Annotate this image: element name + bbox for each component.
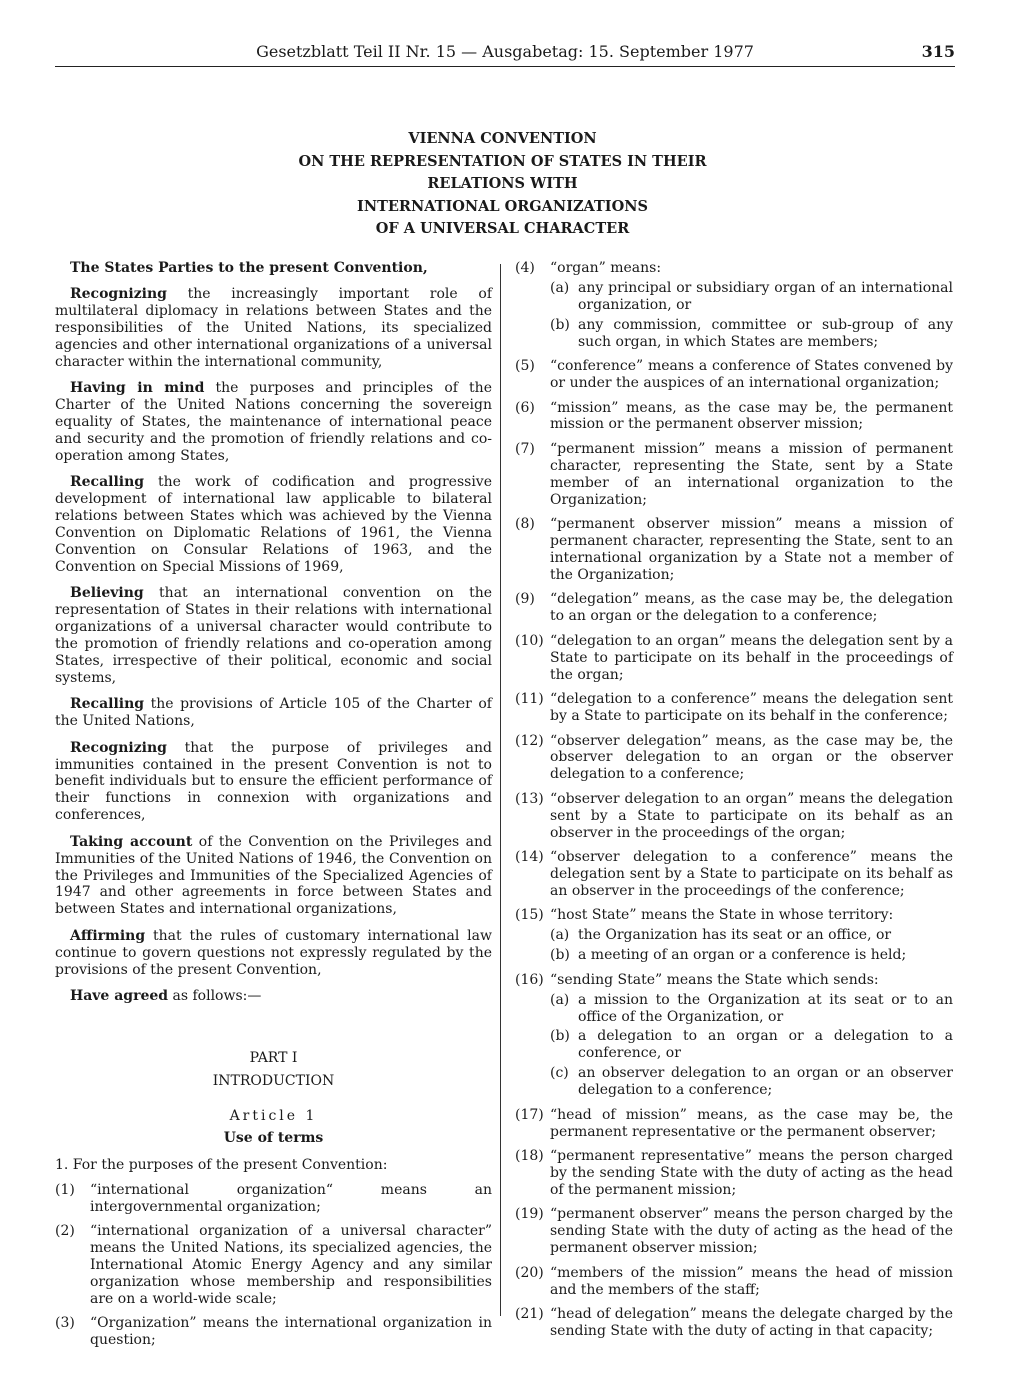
title-line: INTERNATIONAL ORGANIZATIONS: [357, 197, 648, 215]
preamble-text: the increasingly important role of multilateral diplomacy in relations between States and the responsibilities of the United Nations, its specialized agencies and other international organizations of a universal character within the international community,: [55, 286, 492, 371]
term-text: “delegation” means, as the case may be, the delegation to an organ or the delegation to a conference;: [550, 591, 953, 625]
term-subitem: [550, 280, 953, 314]
part-title: INTRODUCTION: [212, 1073, 335, 1090]
preamble-lead: Taking account: [70, 833, 193, 850]
term-number: (16): [515, 971, 544, 988]
term-item: [515, 1206, 953, 1257]
page-header: [55, 40, 955, 66]
term-body: [550, 516, 953, 584]
header-rule: [55, 66, 955, 67]
preamble-lead: Recalling: [70, 696, 145, 713]
term-item: [515, 591, 953, 625]
preamble-paragraph: [55, 696, 492, 730]
subitem-text: the Organization has its seat or an office, or: [578, 927, 892, 944]
term-text: “international organization“ means an intergovernmental organization;: [90, 1181, 492, 1215]
subitem-label: (b): [550, 1028, 570, 1045]
preamble-text: as follows:—: [168, 987, 262, 1004]
preamble-paragraph: [55, 988, 492, 1005]
term-number: (12): [515, 732, 544, 749]
preamble-text: that an international convention on the representation of States in their relations with international organizations of a universal character would contribute to the promotion of friendly relations and co-operation among States, irrespective of their political, economic and social systems,: [55, 585, 492, 686]
preamble-lead: Recognizing: [70, 739, 167, 756]
term-body: [550, 591, 953, 625]
term-body: [550, 691, 953, 725]
term-text: “observer delegation to a conference” means the delegation sent by a State to participate on its behalf as an observer in the proceedings of the conference;: [550, 849, 953, 899]
column-divider: [500, 264, 501, 1316]
page-number: 315: [921, 42, 955, 61]
term-item: [55, 1223, 492, 1308]
preamble-text: the purposes and principles of the Charter of the United Nations concerning the sovereign equality of States, the maintenance of international peace and security and the promotion of friendly relations and co-operation among States,: [55, 380, 492, 465]
term-number: (13): [515, 790, 544, 807]
term-item: [55, 1315, 492, 1349]
title-line: OF A UNIVERSAL CHARACTER: [375, 220, 630, 237]
term-number: (19): [515, 1206, 544, 1223]
preamble: [55, 286, 492, 1004]
preamble-text: the work of codification and progressive development of international law applicable to bilateral relations between States which was achieved by the Vienna Convention on Diplomatic Relations of 1961, the Vienna Convention on Consular Relations of 1963, and the Convention on Special Missions of 1969,: [55, 474, 492, 575]
subitem-label: (b): [550, 947, 570, 964]
title-line: VIENNA CONVENTION: [408, 130, 597, 147]
right-column: [515, 260, 953, 1348]
term-list: [55, 1182, 492, 1349]
subitem-text: a delegation to an organ or a delegation to a conference, or: [578, 1028, 953, 1062]
term-item: [515, 691, 953, 725]
term-list: [515, 260, 953, 1340]
term-body: [550, 1306, 953, 1340]
term-body: [550, 907, 953, 964]
term-body: [550, 849, 953, 900]
term-text: “delegation to a conference” means the delegation sent by a State to participate on its behalf in the conference;: [550, 691, 953, 724]
term-body: [550, 1148, 953, 1199]
preamble-paragraph: [55, 286, 492, 371]
term-number: (17): [515, 1106, 544, 1123]
preamble-opening: The States Parties to the present Convention,: [70, 260, 428, 276]
term-number: (7): [515, 440, 535, 457]
term-body: [550, 260, 953, 351]
term-body: [550, 358, 953, 392]
subitem-text: any principal or subsidiary organ of an international organization, or: [578, 279, 953, 313]
subitem-text: any commission, committee or sub-group of any such organ, in which States are members;: [578, 316, 953, 350]
term-body: [550, 733, 953, 784]
term-number: (4): [515, 260, 535, 276]
subitem-label: (b): [550, 316, 570, 333]
part-label: PART I: [249, 1050, 298, 1067]
term-number: (10): [515, 632, 544, 649]
term-number: (20): [515, 1264, 544, 1281]
term-body: [550, 441, 953, 509]
term-item: [515, 400, 953, 434]
term-number: (15): [515, 907, 544, 924]
title-line: ON THE REPRESENTATION OF STATES IN THEIR: [298, 152, 707, 170]
subitem-text: a mission to the Organization at its seat or to an office of the Organization, or: [578, 991, 953, 1025]
preamble-lead: Recognizing: [70, 286, 167, 303]
term-text: “observer delegation” means, as the case may be, the observer delegation to an organ or the observer delegation to a conference;: [550, 732, 953, 783]
term-item: [515, 1107, 953, 1141]
term-number: (14): [515, 849, 544, 866]
term-item: [515, 441, 953, 509]
preamble-paragraph: [55, 474, 492, 575]
term-body: [90, 1182, 492, 1216]
term-number: (9): [515, 591, 535, 608]
term-number: (8): [515, 516, 535, 533]
preamble-text: that the purpose of privileges and immunities contained in the present Convention is not to benefit individuals but to ensure the efficient performance of their functions in connexion with organizations and conferences,: [55, 739, 492, 824]
term-number: (2): [55, 1223, 75, 1240]
subitem-label: (c): [550, 1065, 569, 1082]
term-body: [550, 633, 953, 684]
term-number: (21): [515, 1306, 544, 1323]
term-text: “host State” means the State in whose territory:: [550, 907, 894, 924]
term-number: (11): [515, 691, 544, 708]
term-item: [515, 1306, 953, 1340]
term-text: “permanent observer” means the person charged by the sending State with the duty of acting as the head of the permanent observer mission;: [550, 1206, 953, 1257]
gazette-title: Gesetzblatt Teil II Nr. 15 — Ausgabetag: 15. September 1977: [256, 42, 754, 61]
term-body: [90, 1223, 492, 1308]
term-body: [550, 972, 953, 1099]
article-title: Use of terms: [223, 1130, 324, 1147]
term-text: “permanent representative” means the person charged by the sending State with the duty of acting as the head of the permanent mission;: [550, 1148, 953, 1198]
term-text: “Organization” means the international organization in question;: [90, 1315, 492, 1349]
article-heading: Article 1: [229, 1108, 318, 1125]
preamble-paragraph: [55, 740, 492, 825]
preamble-paragraph: [55, 585, 492, 686]
preamble-paragraph: [55, 928, 492, 979]
preamble-lead: Having in mind: [70, 380, 205, 397]
preamble-text: that the rules of customary international law continue to govern questions not expressly regulated by the provisions of the present Convention,: [55, 927, 492, 978]
term-subitem: [550, 317, 953, 351]
term-subitem: [550, 1028, 953, 1062]
term-text: “organ” means:: [550, 260, 662, 276]
left-column: [55, 260, 492, 1357]
preamble-lead: Recalling: [70, 474, 145, 491]
preamble-lead: Have agreed: [70, 987, 169, 1004]
term-item: [515, 358, 953, 392]
term-item: [515, 791, 953, 842]
term-item: [55, 1182, 492, 1216]
term-text: “head of mission” means, as the case may be, the permanent representative or the permanent observer;: [550, 1106, 953, 1140]
term-item: [515, 907, 953, 964]
term-text: “observer delegation to an organ” means the delegation sent by a State to participate on its behalf as an observer in the proceedings of the organ;: [550, 790, 953, 841]
term-text: “conference” means a conference of States convened by or under the auspices of an international organization;: [550, 358, 953, 392]
term-item: [515, 1265, 953, 1299]
term-text: “permanent mission” means a mission of permanent character, representing the State, sent by a State member of an international organization to the Organization;: [550, 440, 953, 508]
preamble-paragraph: [55, 834, 492, 919]
term-subitem: [550, 927, 953, 944]
term-item: [515, 733, 953, 784]
term-text: “international organization of a universal character” means the United Nations, its specialized agencies, the International Atomic Energy Agency and any similar organization whose membership and responsibilities are on a world-wide scale;: [90, 1223, 492, 1307]
term-text: “sending State” means the State which sends:: [550, 971, 879, 988]
term-item: [515, 516, 953, 584]
term-text: “permanent observer mission” means a mission of permanent character, representing the State, sent to an international organization by a State not a member of the Organization;: [550, 516, 953, 583]
subitem-text: a meeting of an organ or a conference is held;: [578, 947, 907, 964]
preamble-text: the provisions of Article 105 of the Charter of the United Nations,: [55, 696, 492, 730]
preamble-paragraph: [55, 380, 492, 465]
term-body: [550, 1107, 953, 1141]
term-number: (6): [515, 399, 535, 416]
term-number: (3): [55, 1315, 75, 1332]
convention-title: [180, 128, 825, 241]
subitem-label: (a): [550, 927, 570, 944]
subitem-label: (a): [550, 279, 570, 296]
term-body: [90, 1315, 492, 1349]
term-item: [515, 972, 953, 1099]
term-body: [550, 791, 953, 842]
preamble-text: of the Convention on the Privileges and Immunities of the United Nations of 1946, the Convention on the Privileges and Immunities of the Specialized Agencies of 1947 and other agreements in force between States and between States and international organizations,: [55, 833, 492, 918]
term-number: (1): [55, 1181, 75, 1198]
term-item: [515, 849, 953, 900]
term-subitem: [550, 1065, 953, 1099]
preamble-lead: Affirming: [70, 927, 146, 944]
term-number: (5): [515, 358, 535, 375]
term-text: “members of the mission” means the head of mission and the members of the staff;: [550, 1264, 953, 1298]
term-text: “mission” means, as the case may be, the permanent mission or the permanent observer mission;: [550, 399, 953, 433]
article-intro: 1. For the purposes of the present Convention:: [55, 1156, 388, 1173]
term-body: [550, 1265, 953, 1299]
term-item: [515, 260, 953, 351]
term-subitem: [550, 992, 953, 1026]
term-body: [550, 1206, 953, 1257]
term-number: (18): [515, 1148, 544, 1165]
term-body: [550, 400, 953, 434]
preamble-lead: Believing: [70, 585, 144, 602]
title-line: RELATIONS WITH: [427, 175, 578, 192]
term-text: “delegation to an organ” means the delegation sent by a State to participate on its behalf in the proceedings of the organ;: [550, 632, 953, 683]
term-item: [515, 1148, 953, 1199]
term-subitem: [550, 947, 953, 964]
subitem-label: (a): [550, 991, 570, 1008]
term-text: “head of delegation” means the delegate charged by the sending State with the duty of acting in that capacity;: [550, 1306, 953, 1340]
term-item: [515, 633, 953, 684]
subitem-text: an observer delegation to an organ or an observer delegation to a conference;: [578, 1065, 953, 1099]
